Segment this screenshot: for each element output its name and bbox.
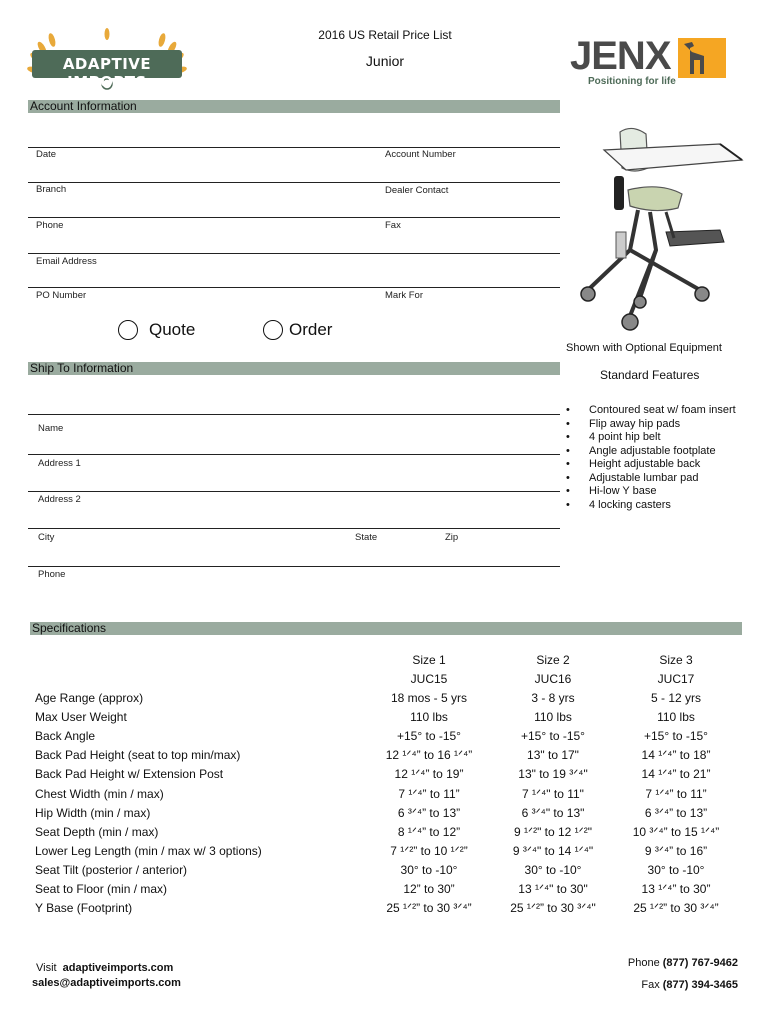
spec-value: 30° to -10° [400,863,458,877]
spec-value: +15° to -15° [397,729,461,743]
jenx-logo-text: JENX [570,34,671,78]
footer-visit [36,962,173,974]
product-caption: Shown with Optional Equipment [566,342,722,354]
spec-value: 25 ¹ᐟ²” to 30 ³ᐟ⁴" [510,901,596,915]
document-title: 2016 US Retail Price List [318,28,452,42]
spec-value: 8 ¹ᐟ⁴” to 12” [397,825,461,839]
spec-value: 12 ¹ᐟ⁴” to 19” [394,767,464,781]
account-section-title: Account Information [30,99,137,113]
account-line-3 [28,217,560,218]
dealer-contact-label: Dealer Contact [385,185,449,196]
fax-label: Fax [385,220,401,231]
footer-email-link[interactable]: sales@adaptiveimports.com [32,977,181,989]
spec-value: 5 - 12 yrs [650,691,701,705]
specs-section-bar [30,622,742,635]
spec-label: Hip Width (min / max) [35,806,151,820]
spec-value: 30° to -10° [524,863,582,877]
po-number-label: PO Number [36,290,87,301]
feature-item: • 4 point hip belt [566,431,661,443]
jenx-tagline: Positioning for life [588,76,676,87]
ship-line-3 [28,491,560,492]
footer-phone-number: (877) 767-9462 [662,957,738,969]
spec-value: +15° to -15° [521,729,585,743]
spec-label: Lower Leg Length (min / max w/ 3 options) [35,844,262,858]
spec-value: 13" to 19 ³ᐟ⁴" [518,767,588,781]
ship-line-1 [28,414,560,415]
quote-label: Quote [149,320,196,339]
spec-value: 14 ¹ᐟ⁴” to 18” [641,748,711,762]
adaptive-imports-logo [22,26,192,94]
spec-value: 110 lbs [534,710,572,724]
footer-website-link[interactable]: adaptiveimports.com [62,962,174,974]
spec-value: 110 lbs [657,710,695,724]
address1-label: Address 1 [38,458,81,469]
ship-phone-label: Phone [38,569,66,580]
account-number-label: Account Number [385,149,456,160]
branch-label: Branch [36,184,67,195]
giraffe-icon [678,38,728,80]
spec-value: 9 ³ᐟ⁴” to 16” [644,844,708,858]
specs-section-title: Specifications [32,621,107,635]
spec-label: Max User Weight [35,710,127,724]
spec-value: 6 ³ᐟ⁴” to 13” [644,806,708,820]
spec-value: 18 mos - 5 yrs [390,691,468,705]
address2-label: Address 2 [38,494,81,505]
phone-label: Phone [36,220,64,231]
ship-section-title: Ship To Information [30,361,134,375]
features-list [566,404,756,512]
spec-value: 12 ¹ᐟ⁴” to 16 ¹ᐟ⁴” [385,748,473,762]
spec-value: 30° to -10° [647,863,705,877]
account-section-bar [28,100,560,113]
order-label: Order [289,320,333,339]
footer-fax-number: (877) 394-3465 [662,979,738,991]
spec-label: Chest Width (min / max) [35,787,164,801]
product-code: JUC15 [410,672,448,686]
footer-phone [628,957,738,969]
product-image [570,120,750,340]
spec-value: 25 ¹ᐟ²” to 30 ³ᐟ⁴” [633,901,719,915]
spec-label: Y Base (Footprint) [35,901,133,915]
footer-visit-prefix: Visit [36,962,57,974]
jenx-logo [570,34,740,94]
order-radio[interactable] [263,320,283,340]
junior-chair-illustration [570,120,750,340]
date-label: Date [36,149,57,160]
spec-label: Seat Tilt (posterior / anterior) [35,863,188,877]
spec-value: 14 ¹ᐟ⁴” to 21” [641,767,711,781]
account-line-1 [28,147,560,148]
mark-for-label: Mark For [385,290,423,301]
spec-label: Age Range (approx) [35,691,144,705]
feature-item: • Angle adjustable footplate [566,444,716,457]
spec-label: Seat Depth (min / max) [35,825,159,839]
spec-value: 13" to 17" [527,748,579,762]
footer-fax [641,979,738,991]
feature-item: • Hi-low Y base [566,485,657,497]
spec-value: 13 ¹ᐟ⁴" to 30" [518,882,588,896]
spec-label: Back Pad Height w/ Extension Post [35,767,224,781]
name-label: Name [38,423,64,434]
account-line-2 [28,182,560,183]
document-subtitle: Junior [365,53,405,69]
spec-value: +15° to -15° [644,729,708,743]
spec-value: 110 lbs [410,710,448,724]
footer-fax-label: Fax [641,979,660,991]
spec-value: 10 ³ᐟ⁴” to 15 ¹ᐟ⁴” [632,825,720,839]
footer-phone-label: Phone [627,957,660,969]
spec-value: 9 ³ᐟ⁴" to 14 ¹ᐟ⁴" [512,844,594,858]
product-code: JUC17 [657,672,695,686]
spec-value: 3 - 8 yrs [531,691,575,705]
ship-line-5 [28,566,560,567]
product-code: JUC16 [534,672,572,686]
account-line-4 [28,253,560,254]
feature-item: • 4 locking casters [566,498,671,511]
spec-value: 7 ¹ᐟ²” to 10 ¹ᐟ²” [390,844,468,858]
account-line-5 [28,287,560,288]
size-header: Size 2 [536,653,570,667]
feature-item: • Flip away hip pads [566,417,681,430]
city-label: City [38,532,55,543]
quote-radio[interactable] [118,320,138,340]
email-label: Email Address [36,256,97,267]
spec-value: 7 ¹ᐟ⁴" to 11" [522,787,584,801]
features-title: Standard Features [600,368,700,382]
feature-item: • Adjustable lumbar pad [566,471,699,484]
spec-value: 6 ³ᐟ⁴" to 13" [521,806,585,820]
ship-line-2 [28,454,560,455]
feature-item: • Height adjustable back [566,458,701,470]
spec-value: 7 ¹ᐟ⁴” to 11” [398,787,460,801]
ship-line-4 [28,528,560,529]
zip-label: Zip [445,532,459,543]
spec-value: 12” to 30” [403,882,455,896]
spec-value: 6 ³ᐟ⁴” to 13” [397,806,461,820]
spec-label: Seat to Floor (min / max) [35,882,168,896]
spec-value: 9 ¹ᐟ²" to 12 ¹ᐟ²" [513,825,593,839]
feature-item: • Contoured seat w/ foam insert [566,404,736,416]
spec-value: 25 ¹ᐟ²” to 30 ³ᐟ⁴” [386,901,472,915]
state-label: State [355,532,378,543]
spec-label: Back Angle [35,729,96,743]
size-header: Size 3 [659,653,693,667]
spec-label: Back Pad Height (seat to top min/max) [35,748,241,762]
ship-section-bar [28,362,560,375]
spec-value: 7 ¹ᐟ⁴” to 11” [645,787,707,801]
spec-value: 13 ¹ᐟ⁴” to 30” [641,882,711,896]
adaptive-imports-logo-text: ADAPTIVE IMPORTS [62,55,152,91]
size-header: Size 1 [412,653,446,667]
